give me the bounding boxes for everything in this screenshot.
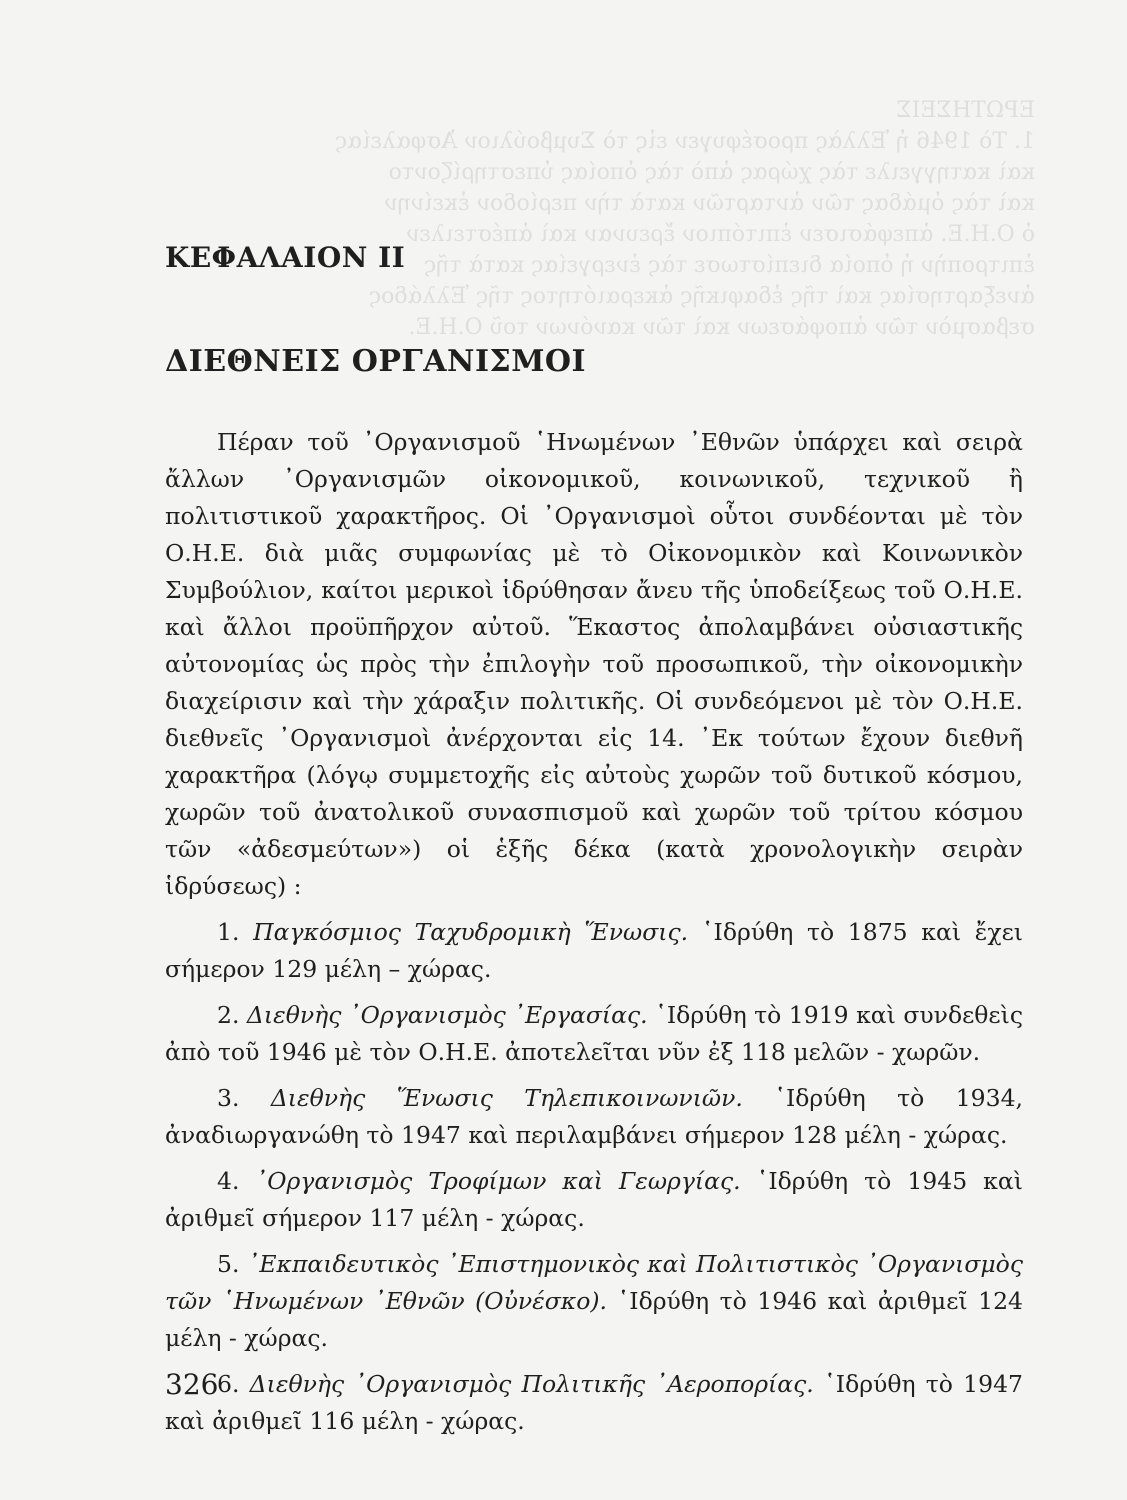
section-title: ΔΙΕΘΝΕΙΣ ΟΡΓΑΝΙΣΜΟΙ	[165, 344, 587, 379]
list-item	[165, 1366, 1023, 1440]
intro-paragraph: Πέραν τοῦ ᾿Οργανισμοῦ ῾Ηνωμένων ᾿Εθνῶν ὑπάρχει καὶ σειρὰ ἄλλων ᾿Οργανισμῶν οἰκονομικοῦ, κοινωνικοῦ, τεχνικοῦ ἢ πολιτιστικοῦ χαρακτῆρος. Οἱ ᾿Οργανισμοὶ οὗτοι συνδέονται μὲ τὸν Ο.Η.Ε. διὰ μιᾶς συμφωνίας μὲ τὸ Οἰκονομικὸν καὶ Κοινωνικὸν Συμβούλιον, καίτοι μερικοὶ ἱδρύθησαν ἄνευ τῆς ὑποδείξεως τοῦ Ο.Η.Ε. καὶ ἄλλοι προϋπῆρχον αὐτοῦ. Ἕκαστος ἀπολαμβάνει οὐσιαστικῆς αὐτονομίας ὡς πρὸς τὴν ἐπιλογὴν τοῦ προσωπικοῦ, τὴν οἰκονομικὴν διαχείρισιν καὶ τὴν χάραξιν πολιτικῆς. Οἱ συνδεόμενοι μὲ τὸν Ο.Η.Ε. διεθνεῖς ᾿Οργανισμοὶ ἀνέρχονται εἰς 14. ᾿Εκ τούτων ἔχουν διεθνῆ χαρακτῆρα (λόγῳ συμμετοχῆς εἰς αὐτοὺς χωρῶν τοῦ δυτικοῦ κόσμου, χωρῶν τοῦ ἀνατολικοῦ συνασπισμοῦ καὶ χωρῶν τοῦ τρίτου κόσμου τῶν «ἀδεσμεύτων») οἱ ἑξῆς δέκα (κατὰ χρονολογικὴν σειρὰν ἱδρύσεως) :	[165, 428, 1023, 900]
item-number: 5.	[217, 1250, 240, 1278]
item-name: ᾿Οργανισμὸς Τροφίμων καὶ Γεωργίας.	[255, 1167, 741, 1195]
item-number: 3.	[217, 1084, 240, 1112]
item-text: ῾Ιδρύθη τὸ 1919 καὶ συνδεθεὶς ἀπὸ τοῦ 1946 μὲ τὸν Ο.Η.Ε. ἀποτελεῖται νῦν ἐξ 118 μελῶν - χωρῶν.	[165, 1001, 1023, 1066]
body-text	[165, 424, 1023, 1440]
item-name: Παγκόσμιος Ταχυδρομικὴ Ἕνωσις.	[253, 918, 689, 946]
item-number: 2.	[217, 1001, 240, 1029]
page-number: 326	[165, 1368, 219, 1401]
list-item	[165, 1163, 1023, 1237]
item-name: Διεθνὴς Ἕνωσις Τηλεπικοινωνιῶν.	[270, 1084, 743, 1112]
show-through-text: ΕΡΩΤΗΣΕΙΣ 1. Τὸ 1946 ἡ Ἑλλὰς προσέφυγεν εἰς τὸ Συμβούλιον Ἀσφαλείας καὶ κατηγγειλε τὰς χώρας ἀπὸ τὰς ὁποίας ὑπεστηρίζοντο καὶ τὰς ὁμάδας τῶν ἀνταρτῶν κατὰ τὴν περίοδον ἐκείνην ὁ Ο.Η.Ε. ἀπεφάσισεν ἐπιτόπιον ἔρευναν καὶ ἀπέστειλεν ἐπιτροπὴν ἡ ὁποία διεπίστωσε τὰς ἐνεργείας κατὰ τῆς ἀνεξαρτησίας καὶ τῆς ἐδαφικῆς ἀκεραιότητος τῆς Ἑλλάδος σεβασμὸν τῶν ἀποφάσεων καὶ τῶν κανόνων τοῦ Ο.Η.Ε.	[334, 98, 1035, 340]
item-text: ῾Ιδρύθη τὸ 1934, ἀναδιωργανώθη τὸ 1947 καὶ περιλαμβάνει σήμερον 128 μέλη - χώρας.	[165, 1084, 1023, 1149]
item-number: 6.	[217, 1370, 240, 1398]
item-name: ᾿Εκπαιδευτικὸς ᾿Επιστημονικὸς καὶ Πολιτιστικὸς ᾿Οργανισμὸς τῶν ῾Ηνωμένων ᾿Εθνῶν (Οὐνέσκο).	[165, 1250, 1023, 1315]
list-item	[165, 1246, 1023, 1357]
item-number: 4.	[217, 1167, 240, 1195]
list-item	[165, 914, 1023, 988]
item-text: ῾Ιδρύθη τὸ 1875 καὶ ἔχει σήμερον 129 μέλη – χώρας.	[165, 918, 1023, 983]
item-number: 1.	[217, 918, 240, 946]
item-name: Διεθνὴς ᾿Οργανισμὸς Πολιτικῆς ᾿Αεροπορίας.	[249, 1370, 814, 1398]
list-item	[165, 1080, 1023, 1154]
list-item	[165, 997, 1023, 1071]
chapter-heading: ΚΕΦΑΛΑΙΟΝ ΙΙ	[165, 241, 406, 274]
item-text: ῾Ιδρύθη τὸ 1946 καὶ ἀριθμεῖ 124 μέλη - χώρας.	[165, 1287, 1023, 1352]
item-text: ῾Ιδρύθη τὸ 1947 καὶ ἀριθμεῖ 116 μέλη - χώρας.	[165, 1370, 1023, 1435]
item-name: Διεθνὴς ᾿Οργανισμὸς ᾿Εργασίας.	[246, 1001, 648, 1029]
item-text: ῾Ιδρύθη τὸ 1945 καὶ ἀριθμεῖ σήμερον 117 μέλη - χώρας.	[165, 1167, 1023, 1232]
